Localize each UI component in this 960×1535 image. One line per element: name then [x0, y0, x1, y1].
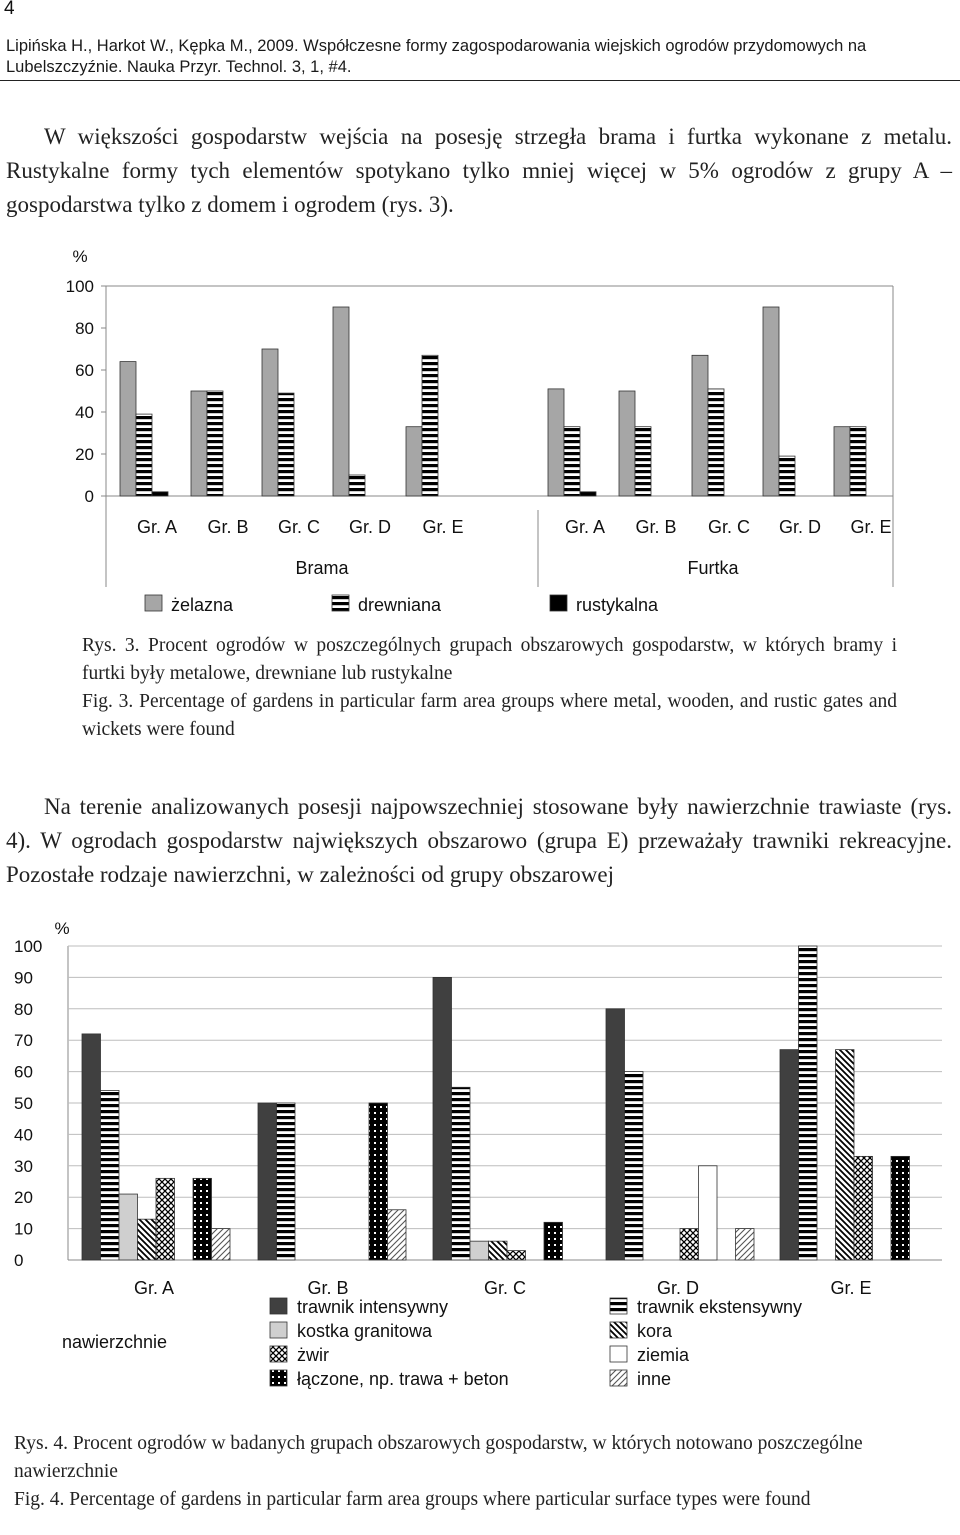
fig4-bar	[470, 1241, 489, 1260]
fig4-legend-swatch	[610, 1322, 627, 1338]
fig3-bar	[635, 427, 651, 496]
fig4-legend-label: inne	[637, 1369, 672, 1389]
figure-4-caption-pl: Rys. 4. Procent ogrodów w badanych grupach obszarowych gospodarstw, w których notowano poszczególne nawierzchnie	[14, 1433, 863, 1482]
fig4-bar	[507, 1251, 526, 1260]
fig3-legend-label: drewniana	[358, 595, 442, 615]
fig4-bar	[699, 1166, 718, 1260]
fig3-y-tick-label: 80	[75, 319, 94, 338]
fig3-legend-label: żelazna	[171, 595, 234, 615]
fig4-y-tick-label: 80	[14, 999, 33, 1019]
fig4-legend-label: ziemia	[637, 1345, 690, 1365]
fig3-y-tick-label: 20	[75, 445, 94, 464]
fig4-bar	[156, 1178, 175, 1260]
figure-3-caption-en: Fig. 3. Percentage of gardens in particular farm area groups where metal, wooden, and rustic gates and wickets were found	[82, 691, 897, 740]
fig4-category-label: Gr. D	[656, 1278, 700, 1298]
fig3-bar	[850, 427, 866, 496]
fig4-bar	[544, 1222, 563, 1260]
fig4-y-tick-label: 100	[14, 937, 43, 956]
fig3-bar	[191, 391, 207, 496]
fig3-bar	[564, 427, 580, 496]
fig4-legend-label: trawnik ekstensywny	[637, 1297, 803, 1317]
fig4-legend-title: nawierzchnie	[62, 1332, 168, 1352]
fig4-legend-swatch	[270, 1322, 287, 1338]
fig3-bar	[422, 355, 438, 496]
fig3-bar	[278, 393, 294, 496]
fig4-bar	[680, 1229, 699, 1260]
fig3-category-label: Gr. D	[348, 517, 392, 537]
fig3-bar	[136, 414, 152, 496]
fig3-bar	[152, 492, 168, 496]
fig4-legend-swatch	[270, 1370, 287, 1386]
figure-4-caption-en: Fig. 4. Percentage of gardens in particular farm area groups where particular surface types were found	[14, 1489, 811, 1510]
fig3-bar	[779, 456, 795, 496]
fig3-category-label: Gr. E	[422, 517, 464, 537]
fig4-legend-swatch	[270, 1346, 287, 1362]
fig4-bar	[369, 1103, 388, 1260]
fig4-bar	[489, 1241, 508, 1260]
fig3-y-tick-label: 60	[75, 361, 94, 380]
fig4-bar	[82, 1034, 101, 1260]
fig4-legend-label: trawnik intensywny	[297, 1297, 449, 1317]
fig3-bar	[708, 389, 724, 496]
fig3-legend-swatch	[550, 595, 567, 611]
fig4-legend-swatch	[610, 1298, 627, 1314]
figure-3-caption	[82, 632, 897, 744]
fig3-legend-label: rustykalna	[576, 595, 659, 615]
fig4-bar	[891, 1156, 910, 1260]
fig4-bar	[836, 1050, 855, 1260]
fig4-bar	[736, 1229, 755, 1260]
fig4-y-tick-label: 20	[14, 1188, 33, 1208]
paragraph-2	[6, 790, 952, 892]
fig3-category-label: Gr. C	[277, 517, 321, 537]
fig4-y-tick-label: 40	[14, 1125, 33, 1145]
fig4-bar	[780, 1050, 799, 1260]
fig3-category-label: Gr. B	[635, 517, 677, 537]
fig3-bar	[619, 391, 635, 496]
fig3-category-label: Gr. D	[778, 517, 822, 537]
fig3-bar	[834, 427, 850, 496]
fig3-category-label: Gr. E	[850, 517, 892, 537]
fig4-bar	[101, 1090, 120, 1260]
fig3-legend-swatch	[332, 595, 349, 611]
fig4-legend-label: kora	[637, 1321, 673, 1341]
fig4-y-tick-label: 0	[14, 1251, 24, 1270]
fig3-bar	[763, 307, 779, 496]
fig4-bar	[119, 1194, 138, 1260]
fig3-y-tick-label: 40	[75, 403, 94, 422]
fig3-y-tick-label: 0	[84, 487, 94, 506]
fig4-y-tick-label: 70	[14, 1031, 33, 1051]
fig4-category-label: Gr. A	[133, 1278, 175, 1298]
header-divider	[0, 80, 960, 81]
fig4-y-unit: %	[54, 919, 70, 938]
fig4-bar	[258, 1103, 277, 1260]
fig4-category-label: Gr. B	[307, 1278, 349, 1298]
fig4-category-label: Gr. E	[830, 1278, 872, 1298]
fig3-bar	[692, 355, 708, 496]
fig4-bar	[606, 1009, 625, 1260]
fig3-bar	[406, 427, 422, 496]
paragraph-1-text: W większości gospodarstw wejścia na posesję strzegła brama i furtka wykonane z metalu. Rustykalne formy tych elementów spotykano tylko mniej więcej w 5% ogrodów z grupy A – gospodarstwa tylko z domem i ogrodem (rys. 3).	[6, 124, 952, 217]
fig4-y-tick-label: 30	[14, 1156, 33, 1176]
fig4-bar	[388, 1210, 407, 1260]
fig4-y-tick-label: 50	[14, 1094, 33, 1113]
fig4-legend-swatch	[610, 1370, 627, 1386]
fig3-group-label: Furtka	[687, 558, 739, 578]
fig4-bar	[277, 1103, 296, 1260]
paragraph-1	[6, 120, 952, 222]
fig4-y-tick-label: 10	[14, 1219, 33, 1239]
fig3-bar	[120, 362, 136, 496]
fig4-legend-label: żwir	[297, 1345, 329, 1365]
figure-3-chart	[0, 230, 960, 620]
fig4-bar	[799, 946, 818, 1260]
fig4-bar	[433, 977, 452, 1260]
fig3-category-label: Gr. C	[707, 517, 751, 537]
fig3-bar	[580, 492, 596, 496]
fig4-y-tick-label: 90	[14, 968, 33, 988]
fig4-bar	[854, 1156, 873, 1260]
fig4-legend-label: łączone, np. trawa + beton	[297, 1369, 509, 1389]
fig3-y-unit: %	[72, 247, 88, 266]
fig3-category-label: Gr. A	[564, 517, 606, 537]
fig4-legend-label: kostka granitowa	[297, 1321, 433, 1341]
fig4-y-tick-label: 60	[14, 1062, 33, 1082]
figure-4-chart	[0, 900, 960, 1420]
fig3-legend-swatch	[145, 595, 162, 611]
fig3-category-label: Gr. B	[207, 517, 249, 537]
paragraph-2-text: Na terenie analizowanych posesji najpowszechniej stosowane były nawierzchnie trawiaste (rys. 4). W ogrodach gospodarstw największych obszarowo (grupa E) przeważały trawniki rekreacyjne. Pozostałe rodzaje nawierzchni, w zależności od grupy obszarowej	[6, 794, 952, 887]
fig4-bar	[625, 1072, 644, 1260]
fig3-bar	[333, 307, 349, 496]
fig3-bar	[349, 475, 365, 496]
page-number: 4	[4, 0, 15, 19]
fig4-bar	[138, 1219, 157, 1260]
fig3-category-label: Gr. A	[136, 517, 178, 537]
fig3-group-label: Brama	[295, 558, 349, 578]
figure-3-caption-pl: Rys. 3. Procent ogrodów w poszczególnych grupach obszarowych gospodarstw, w których bramy i furtki były metalowe, drewniane lub rustykalne	[82, 635, 897, 684]
fig4-legend-swatch	[610, 1346, 627, 1362]
figure-4-caption	[14, 1430, 944, 1514]
fig4-bar	[452, 1087, 471, 1260]
fig4-legend-swatch	[270, 1298, 287, 1314]
fig3-bar	[548, 389, 564, 496]
header-citation: Lipińska H., Harkot W., Kępka M., 2009. Współczesne formy zagospodarowania wiejskich ogrodów przydomowych na Lubelszczyźnie. Nauka Przyr. Technol. 3, 1, #4.	[6, 37, 867, 76]
fig4-bar	[193, 1178, 212, 1260]
fig4-bar	[212, 1229, 231, 1260]
fig3-bar	[207, 391, 223, 496]
fig4-category-label: Gr. C	[483, 1278, 527, 1298]
fig3-bar	[262, 349, 278, 496]
fig3-y-tick-label: 100	[65, 277, 94, 296]
